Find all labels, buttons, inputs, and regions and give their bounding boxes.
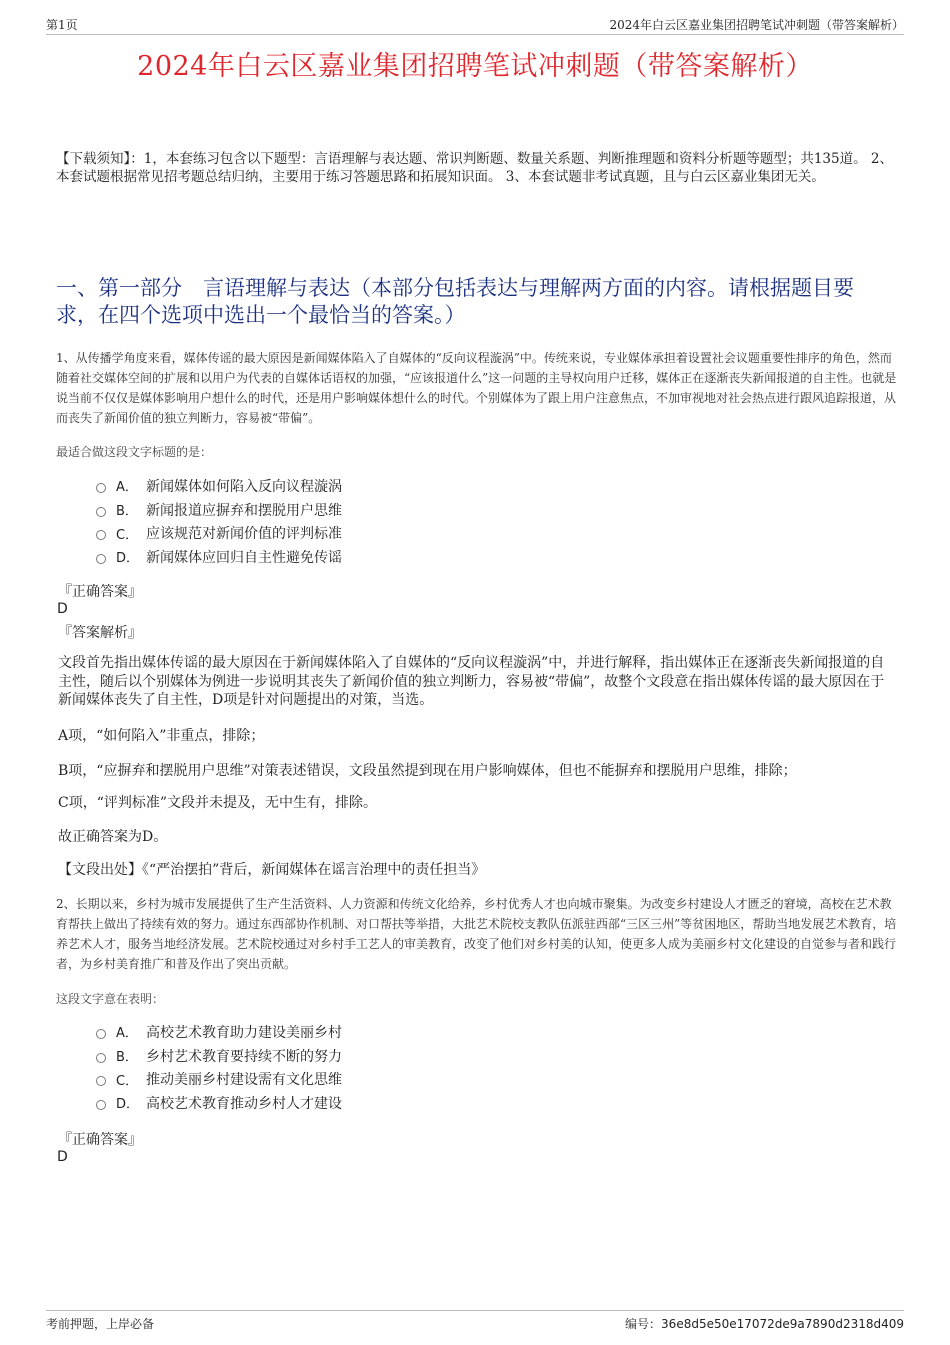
page-footer [46, 1310, 904, 1331]
option-a[interactable] [96, 474, 342, 498]
option-text: 高校艺术教育推动乡村人才建设 [146, 1095, 342, 1112]
question-2-prompt: 这段文字意在表明： [56, 992, 165, 1006]
analysis-conclusion: 故正确答案为D。 [58, 829, 168, 845]
option-b[interactable] [96, 498, 342, 522]
option-text: 新闻媒体应回归自主性避免传谣 [146, 549, 342, 566]
option-d[interactable] [96, 1091, 342, 1115]
radio-icon[interactable] [96, 554, 106, 564]
option-text: 新闻媒体如何陷入反向议程漩涡 [146, 478, 342, 495]
radio-icon[interactable] [96, 1053, 106, 1063]
header-doc-title: 2024年白云区嘉业集团招聘笔试冲刺题（带答案解析） [609, 18, 904, 32]
option-text: 乡村艺术教育要持续不断的努力 [146, 1048, 342, 1065]
analysis-label: 『答案解析』 [58, 625, 142, 641]
option-b[interactable] [96, 1044, 342, 1068]
radio-icon[interactable] [96, 507, 106, 517]
option-letter: C． [116, 527, 139, 543]
option-a[interactable] [96, 1020, 342, 1044]
page-title: 2024年白云区嘉业集团招聘笔试冲刺题（带答案解析） [137, 51, 813, 82]
analysis-note-c: C项，“评判标准”文段并未提及，无中生有，排除。 [58, 795, 378, 811]
correct-answer-label: 『正确答案』 [58, 1132, 142, 1148]
radio-icon[interactable] [96, 1100, 106, 1110]
option-letter: B． [116, 1050, 138, 1066]
correct-answer: D [57, 1149, 68, 1165]
code-label: 编号： [625, 1317, 662, 1331]
option-text: 应该规范对新闻价值的评判标准 [146, 526, 342, 543]
option-c[interactable] [96, 521, 342, 545]
section-heading: 一、第一部分 言语理解与表达（本部分包括表达与理解两方面的内容。请根据题目要求，在四个选项中选出一个最恰当的答案。） [56, 276, 854, 327]
passage-source: 【文段出处】《“严治摆拍”背后，新闻媒体在谣言治理中的责任担当》 [58, 862, 486, 878]
download-notice: 【下载须知】：1，本套练习包含以下题型：言语理解与表达题、常识判断题、数量关系题、判断推理题和资料分析题等题型；共135道。 2、本套试题根据常见招考题总结归纳，主要用于练习答题思路和拓展知识面。 3、本套试题非考试真题，且与白云区嘉业集团无关。 [56, 151, 893, 185]
option-text: 新闻报道应摒弃和摆脱用户思维 [146, 502, 342, 519]
option-c[interactable] [96, 1067, 342, 1091]
option-text: 高校艺术教育助力建设美丽乡村 [146, 1024, 342, 1041]
correct-answer: D [57, 601, 68, 617]
option-letter: D． [116, 551, 140, 567]
answer-analysis: 文段首先指出媒体传谣的最大原因在于新闻媒体陷入了自媒体的“反向议程漩涡”中，并进行解释，指出媒体正在逐渐丧失新闻报道的自主性，随后以个别媒体为例进一步说明其丧失了新闻价值的独立判断力，容易被“带偏”，故整个文段意在指出媒体传谣的最大原因在于新闻媒体丧失了自主性，D项是针对问题提出的对策，当选。 [58, 655, 885, 708]
radio-icon[interactable] [96, 483, 106, 493]
question-2-text: 2、长期以来，乡村为城市发展提供了生产生活资料、人力资源和传统文化给养，乡村优秀人才也向城市聚集。为改变乡村建设人才匮乏的窘境，高校在艺术教育帮扶上做出了持续有效的努力。通过东西部协作机制、对口帮扶等举措，大批艺术院校支教队伍派驻西部“三区三州”等贫困地区，帮助当地发展艺术教育，培养艺术人才，服务当地经济发展。艺术院校通过对乡村手工艺人的审美教育，改变了他们对乡村美的认知，使更多人成为美丽乡村文化建设的自觉参与者和践行者，为乡村美育推广和普及作出了突出贡献。 [56, 897, 897, 971]
radio-icon[interactable] [96, 530, 106, 540]
option-letter: C． [116, 1073, 139, 1089]
question-1-options [96, 474, 342, 569]
analysis-note-a: A项，“如何陷入”非重点，排除； [58, 728, 265, 744]
code-value: 36e8d5e50e17072de9a7890d2318d409 [661, 1317, 904, 1331]
document-code [625, 1315, 904, 1332]
option-letter: D． [116, 1097, 140, 1113]
option-letter: A． [116, 480, 138, 496]
analysis-note-b: B项，“应摒弃和摆脱用户思维”对策表述错误，文段虽然提到现在用户影响媒体，但也不能摒弃和摆脱用户思维，排除； [58, 763, 797, 779]
option-text: 推动美丽乡村建设需有文化思维 [146, 1072, 342, 1089]
option-d[interactable] [96, 545, 342, 569]
correct-answer-label: 『正确答案』 [58, 584, 142, 600]
option-letter: A． [116, 1026, 138, 1042]
radio-icon[interactable] [96, 1076, 106, 1086]
radio-icon[interactable] [96, 1029, 106, 1039]
page-number: 第1页 [46, 18, 78, 32]
question-1-prompt: 最适合做这段文字标题的是： [56, 445, 213, 459]
question-2-options [96, 1020, 342, 1115]
page-header [46, 14, 904, 35]
footer-slogan: 考前押题，上岸必备 [46, 1317, 155, 1331]
option-letter: B． [116, 504, 138, 520]
question-1-text: 1、从传播学角度来看，媒体传谣的最大原因是新闻媒体陷入了自媒体的“反向议程漩涡”中。传统来说，专业媒体承担着设置社会议题重要性排序的角色，然而随着社交媒体空间的扩展和以用户为代表的自媒体话语权的加强，“应该报道什么”这一问题的主导权向用户迁移，媒体正在逐渐丧失新闻报道的自主性。也就是说当前不仅仅是媒体影响用户想什么的时代，还是用户影响媒体想什么的时代。个别媒体为了跟上用户注意焦点，不加审视地对社会热点进行跟风追踪报道，从而丧失了新闻价值的独立判断力，容易被“带偏”。 [56, 351, 897, 425]
